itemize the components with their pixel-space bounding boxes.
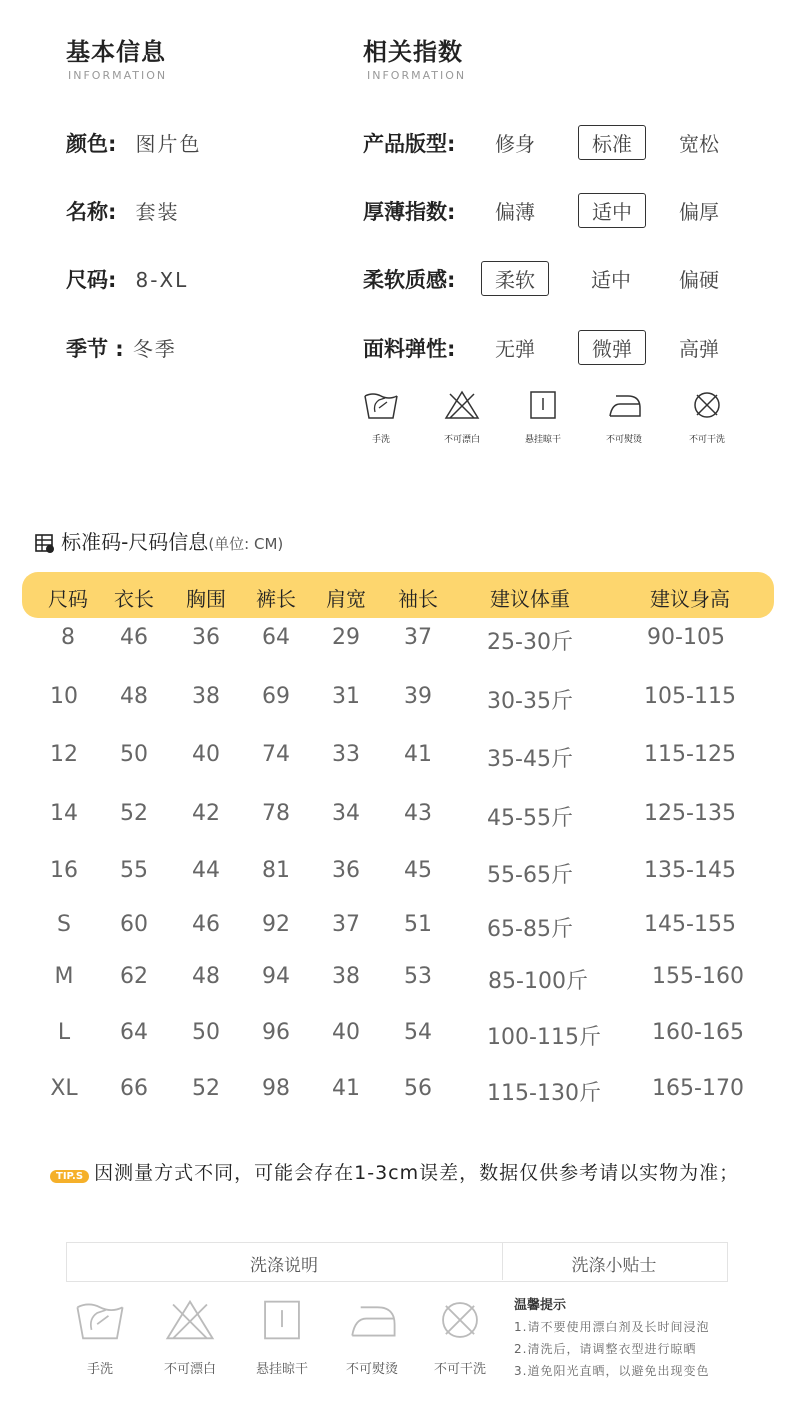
table-cell: 55 [120, 858, 148, 883]
wash-label: 不可熨烫 [345, 1362, 398, 1377]
table-cell: 38 [192, 684, 220, 709]
hand-wash-icon [70, 1296, 130, 1348]
table-cell: 100-115斤 [487, 1025, 601, 1050]
table-cell: 69 [262, 684, 290, 709]
wash-label: 手洗 [86, 1362, 113, 1377]
table-cell: 39 [404, 684, 432, 709]
table-cell: 40 [192, 742, 220, 767]
table-cell: 42 [192, 801, 220, 826]
row-label: 名称: [66, 200, 117, 224]
table-cell: 64 [120, 1020, 148, 1045]
table-cell: 44 [192, 858, 220, 883]
table-header-cell: 裤长 [256, 587, 296, 611]
option-slim: 修身 [495, 132, 535, 156]
table-cell: 145-155 [644, 912, 736, 937]
table-cell: 25-30斤 [487, 630, 573, 655]
row-value: 冬季 [132, 337, 177, 361]
tip-text: 因测量方式不同，可能会存在1-3cm误差，数据仅供参考请以实物为准； [94, 1162, 740, 1184]
table-cell: 60 [120, 912, 148, 937]
care-label: 悬挂晾干 [524, 435, 561, 445]
no-dry-clean-icon [430, 1296, 490, 1348]
table-cell: 94 [262, 964, 290, 989]
wash-label: 不可漂白 [163, 1362, 216, 1377]
table-cell: 53 [404, 964, 432, 989]
table-cell: 8 [61, 625, 75, 650]
table-cell: S [57, 912, 71, 937]
tip-badge: TIP.S [50, 1170, 89, 1183]
option-no-stretch: 无弹 [495, 337, 535, 361]
option-medium-selected: 适中 [578, 193, 646, 228]
option-high-stretch: 高弹 [679, 337, 719, 361]
table-cell: 46 [120, 625, 148, 650]
table-cell: 78 [262, 801, 290, 826]
no-bleach-icon [160, 1296, 220, 1348]
table-cell: 52 [192, 1076, 220, 1101]
table-cell: 54 [404, 1020, 432, 1045]
index-label-elasticity: 面料弹性: [363, 337, 456, 361]
table-cell: 115-125 [644, 742, 736, 767]
row-label: 季节 : [66, 337, 124, 361]
hand-wash-icon [346, 388, 416, 426]
basic-row-color [66, 128, 202, 158]
table-cell: 37 [332, 912, 360, 937]
warm-tip-item: 2.清洗后，请调整衣型进行晾晒 [514, 1342, 697, 1356]
table-cell: 45-55斤 [487, 806, 573, 831]
wash-label: 不可干洗 [433, 1362, 486, 1377]
table-cell: 16 [50, 858, 78, 883]
table-cell: 10 [50, 684, 78, 709]
row-value: 套装 [135, 200, 180, 224]
table-cell: 41 [404, 742, 432, 767]
table-cell: 85-100斤 [488, 969, 588, 994]
table-header-cell: 建议身高 [650, 587, 730, 611]
table-cell: 135-145 [644, 858, 736, 883]
table-header-cell: 尺码 [48, 587, 88, 611]
care-label: 不可熨烫 [605, 435, 642, 445]
basic-info-title: 基本信息 [66, 38, 166, 66]
size-table-unit: (单位: CM) [208, 535, 284, 553]
table-cell: 41 [332, 1076, 360, 1101]
warm-tip-item: 1.请不要使用漂白剂及长时间浸泡 [514, 1320, 710, 1334]
option-loose: 宽松 [679, 132, 719, 156]
table-cell: 51 [404, 912, 432, 937]
option-soft-selected: 柔软 [481, 261, 549, 296]
warm-tip-item: 3.道免阳光直晒，以避免出现变色 [514, 1364, 710, 1378]
option-hard: 偏硬 [679, 268, 719, 292]
table-cell: 48 [120, 684, 148, 709]
table-cell: 14 [50, 801, 78, 826]
care-label: 手洗 [371, 435, 390, 445]
table-cell: 45 [404, 858, 432, 883]
no-dry-clean-icon [672, 388, 742, 426]
table-cell: 12 [50, 742, 78, 767]
table-cell: 98 [262, 1076, 290, 1101]
no-iron-icon [342, 1296, 402, 1348]
care-label: 不可干洗 [688, 435, 725, 445]
table-cell: 92 [262, 912, 290, 937]
table-cell: 40 [332, 1020, 360, 1045]
table-cell: 96 [262, 1020, 290, 1045]
table-cell: 125-135 [644, 801, 736, 826]
table-icon [34, 532, 56, 558]
table-header-cell: 袖长 [398, 587, 438, 611]
table-cell: M [54, 964, 74, 989]
hang-dry-icon [508, 388, 578, 426]
table-cell: 160-165 [652, 1020, 744, 1045]
basic-row-season [66, 333, 177, 363]
option-slight-stretch-selected: 微弹 [578, 330, 646, 365]
wash-label: 悬挂晾干 [255, 1362, 308, 1377]
table-cell: 33 [332, 742, 360, 767]
no-iron-icon [589, 388, 659, 426]
table-cell: 65-85斤 [487, 917, 573, 942]
table-cell: 81 [262, 858, 290, 883]
option-thick: 偏厚 [679, 200, 719, 224]
table-cell: 74 [262, 742, 290, 767]
table-cell: 37 [404, 625, 432, 650]
row-value: 图片色 [135, 132, 202, 156]
table-cell: 55-65斤 [487, 863, 573, 888]
index-label-fit: 产品版型: [363, 132, 456, 156]
table-header-cell: 建议体重 [490, 587, 570, 611]
table-cell: 52 [120, 801, 148, 826]
option-thin: 偏薄 [495, 200, 535, 224]
table-header-cell: 肩宽 [326, 587, 366, 611]
table-cell: 31 [332, 684, 360, 709]
size-table-title: 标准码-尺码信息 [61, 530, 209, 554]
row-label: 颜色: [66, 132, 117, 156]
table-cell: 50 [120, 742, 148, 767]
table-cell: 36 [192, 625, 220, 650]
basic-row-name [66, 196, 180, 226]
option-moderate: 适中 [591, 268, 631, 292]
no-bleach-icon [427, 388, 497, 426]
hang-dry-icon [252, 1296, 312, 1348]
table-cell: 155-160 [652, 964, 744, 989]
table-header-cell: 胸围 [186, 587, 226, 611]
wash-tips-title: 洗涤小贴士 [571, 1256, 657, 1276]
table-cell: XL [50, 1076, 78, 1101]
table-cell: 50 [192, 1020, 220, 1045]
row-value: 8-XL [135, 268, 189, 292]
table-cell: 165-170 [652, 1076, 744, 1101]
table-cell: 115-130斤 [487, 1081, 601, 1106]
table-cell: 29 [332, 625, 360, 650]
wash-instructions-title: 洗涤说明 [250, 1256, 318, 1276]
size-table-title-row [34, 526, 283, 558]
basic-row-size [66, 264, 188, 294]
table-cell: 35-45斤 [487, 747, 573, 772]
table-cell: 90-105 [647, 625, 725, 650]
table-cell: 46 [192, 912, 220, 937]
table-cell: 62 [120, 964, 148, 989]
care-label: 不可漂白 [443, 435, 480, 445]
table-cell: 36 [332, 858, 360, 883]
tip-row [50, 1158, 739, 1185]
index-label-thickness: 厚薄指数: [363, 200, 456, 224]
basic-info-subtitle: INFORMATION [68, 69, 168, 82]
index-label-softness: 柔软质感: [363, 268, 456, 292]
table-cell: 34 [332, 801, 360, 826]
table-cell: 64 [262, 625, 290, 650]
table-cell: 66 [120, 1076, 148, 1101]
table-cell: L [57, 1020, 71, 1045]
option-standard-selected: 标准 [578, 125, 646, 160]
table-cell: 48 [192, 964, 220, 989]
warm-tips-title: 温馨提示 [514, 1298, 567, 1313]
table-cell: 56 [404, 1076, 432, 1101]
table-cell: 38 [332, 964, 360, 989]
index-subtitle: INFORMATION [367, 69, 467, 82]
table-cell: 43 [404, 801, 432, 826]
index-title: 相关指数 [363, 38, 463, 66]
table-cell: 30-35斤 [487, 689, 573, 714]
table-header-cell: 衣长 [114, 587, 154, 611]
table-cell: 105-115 [644, 684, 736, 709]
row-label: 尺码: [66, 268, 117, 292]
